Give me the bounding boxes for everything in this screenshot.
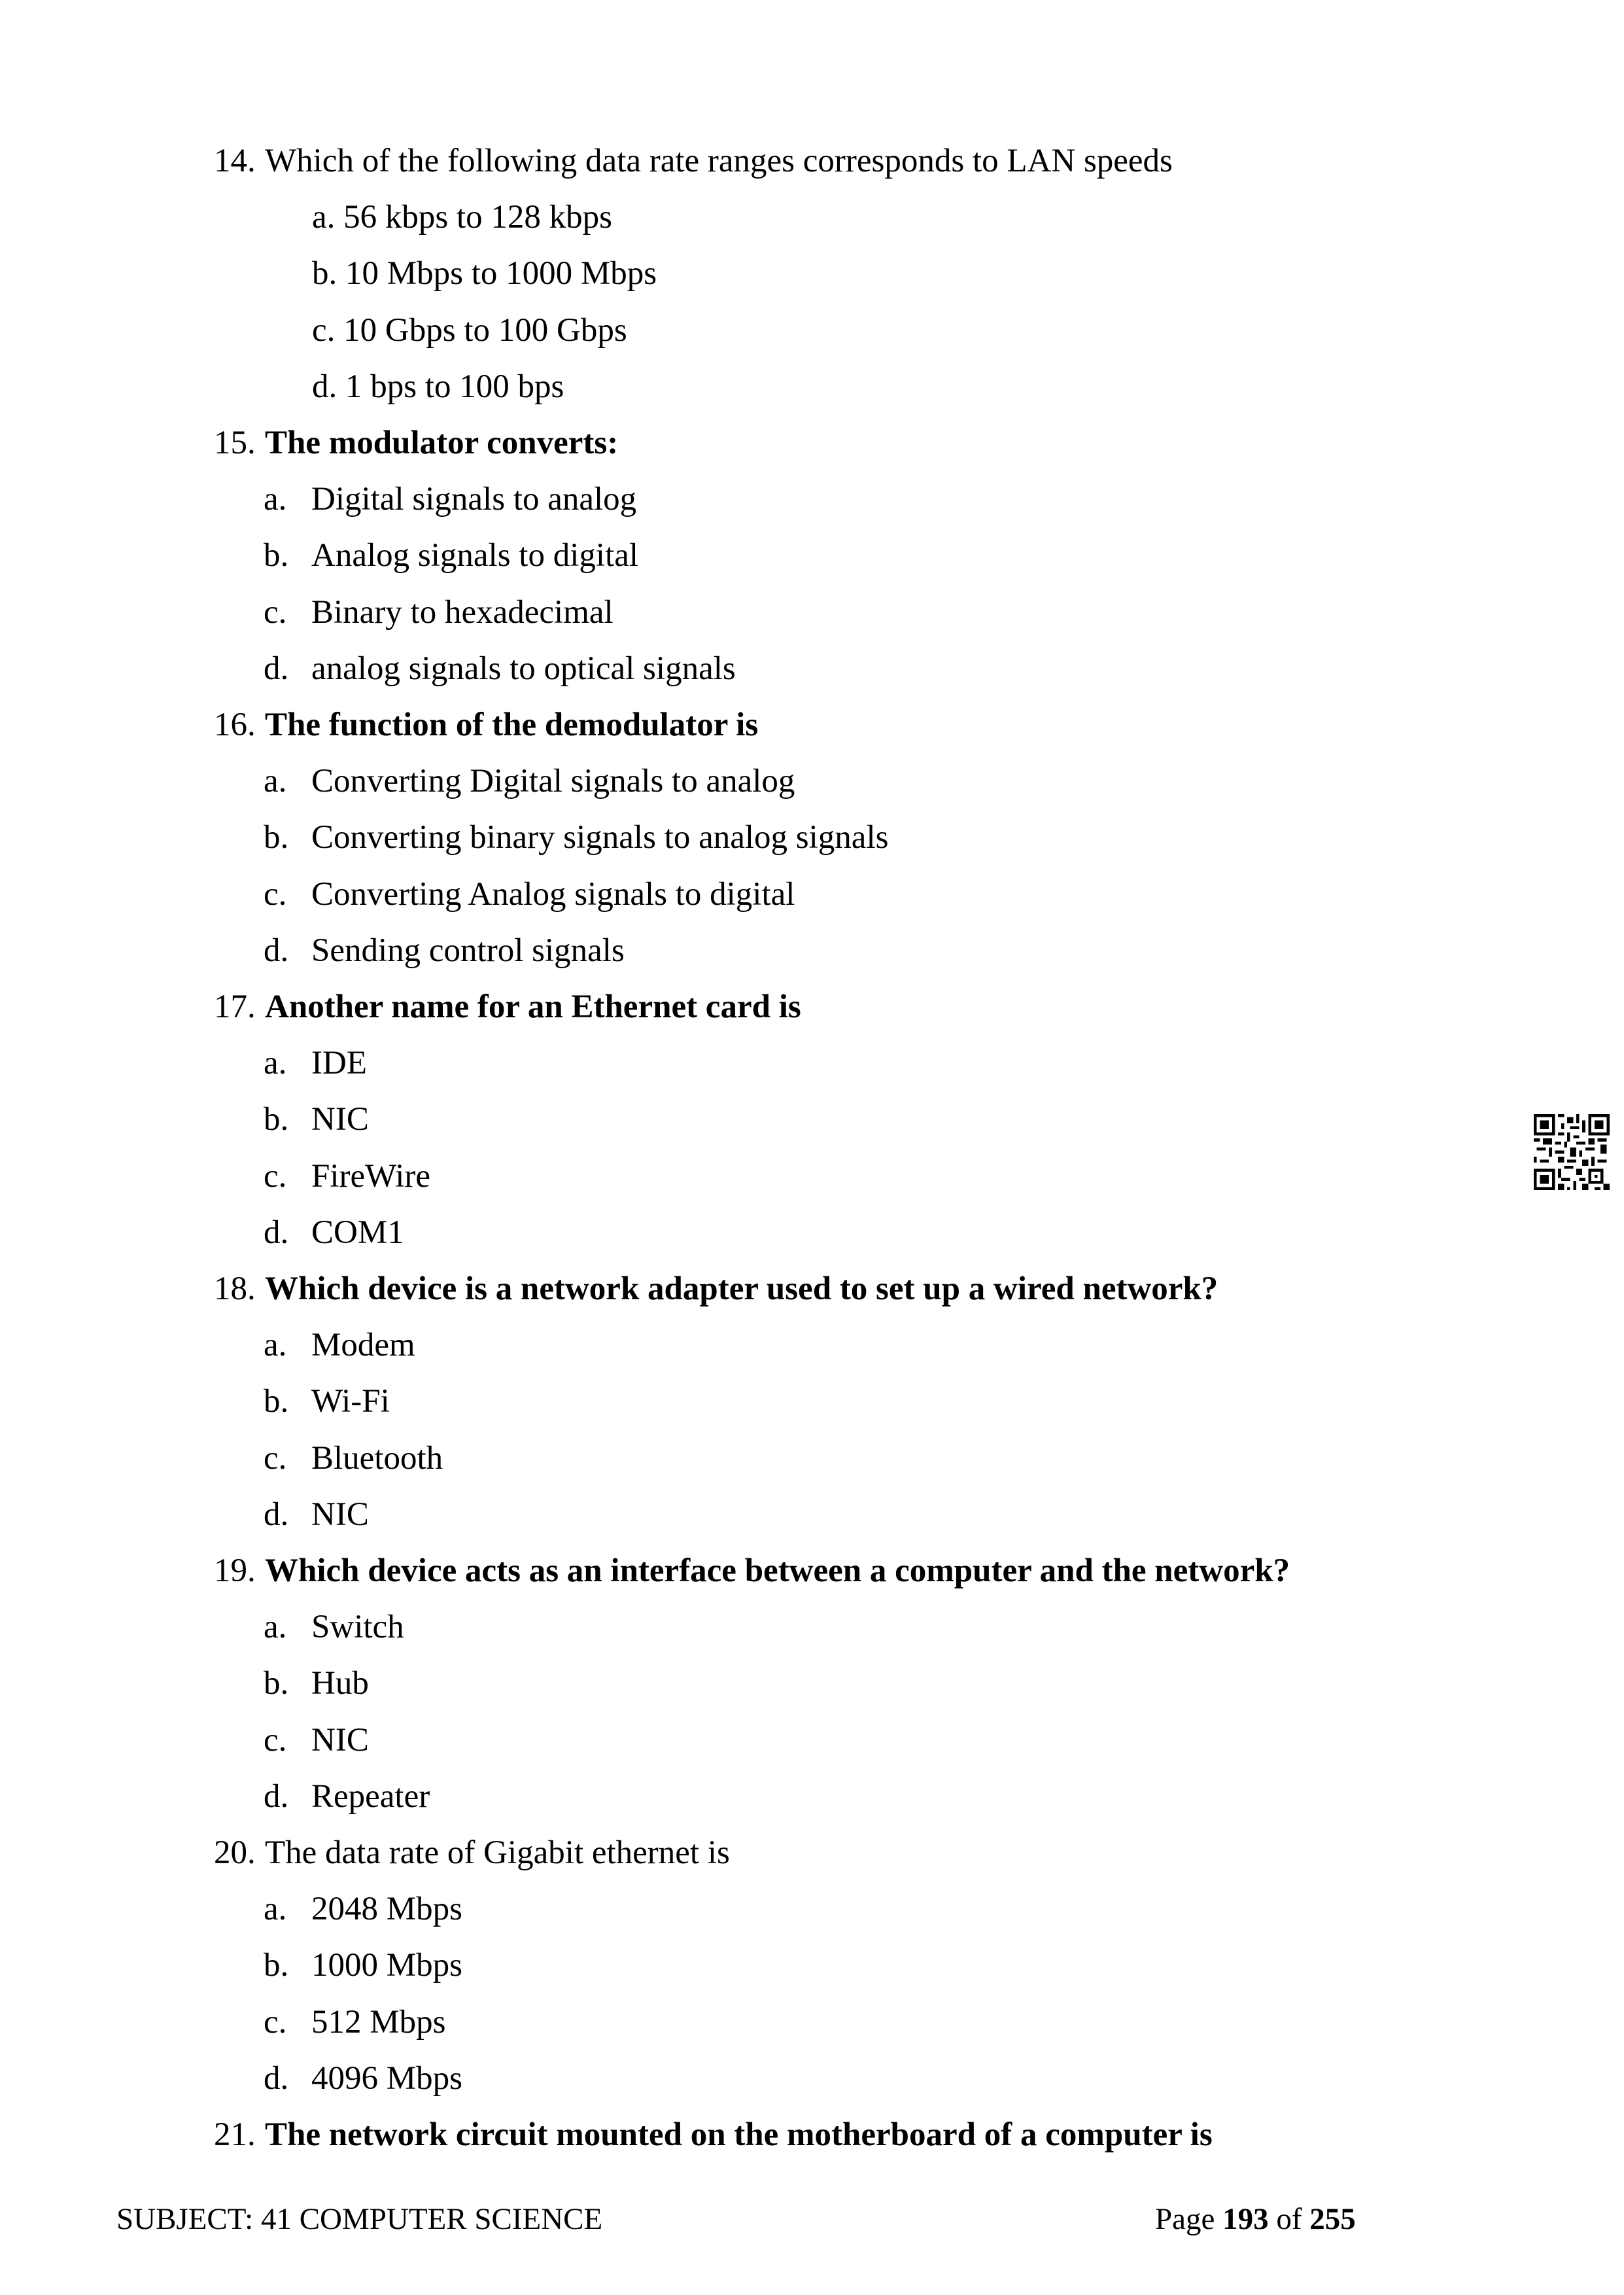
option-label: d.: [264, 2059, 289, 2097]
option-label: b.: [264, 1947, 289, 1984]
option-label: a.: [264, 1891, 287, 1928]
question-18: [214, 1268, 1218, 1310]
option-text: Converting Digital signals to analog: [311, 763, 795, 800]
option-text: analog signals to optical signals: [311, 650, 736, 687]
option-text: Analog signals to digital: [311, 537, 639, 574]
option-label: b.: [312, 255, 337, 292]
option-label: d.: [264, 932, 289, 969]
option-text: Sending control signals: [311, 932, 625, 969]
option-a: [312, 196, 612, 238]
option-c: [264, 2001, 446, 2043]
question-number: 19.: [214, 1552, 256, 1589]
question-14: [214, 140, 1173, 182]
question-19: [214, 1550, 1290, 1592]
option-label: b.: [264, 537, 289, 574]
option-a: [264, 760, 795, 802]
option-label: a.: [264, 1045, 287, 1082]
option-label: a.: [264, 481, 287, 518]
question-15: [214, 422, 619, 464]
question-text: Which device acts as an interface between a computer and the network?: [265, 1552, 1290, 1589]
option-b: [264, 1944, 462, 1986]
footer-page-of: of: [1276, 2202, 1302, 2236]
option-text: 56 kbps to 128 kbps: [343, 199, 613, 236]
option-a: [264, 1888, 462, 1930]
option-b: [264, 1380, 390, 1422]
footer-page-prefix: Page: [1155, 2202, 1215, 2236]
question-number: 14.: [214, 143, 256, 179]
question-number: 15.: [214, 425, 256, 461]
option-text: Binary to hexadecimal: [311, 593, 613, 631]
option-label: a.: [264, 1609, 287, 1646]
question-text: The data rate of Gigabit ethernet is: [265, 1834, 730, 1871]
option-text: 4096 Mbps: [311, 2059, 462, 2097]
option-label: d.: [264, 1496, 289, 1533]
option-d: [264, 1212, 404, 1253]
question-20: [214, 1832, 730, 1874]
question-17: [214, 986, 801, 1028]
question-text: Which device is a network adapter used to set up a wired network?: [265, 1270, 1218, 1307]
option-text: 1 bps to 100 bps: [345, 368, 564, 405]
option-a: [264, 478, 637, 520]
option-c: [264, 1719, 369, 1761]
option-text: Wi-Fi: [311, 1383, 390, 1420]
question-text: Another name for an Ethernet card is: [265, 989, 801, 1025]
option-a: [264, 1042, 367, 1084]
option-d: [264, 648, 736, 690]
option-label: c.: [264, 1157, 287, 1195]
option-text: Modem: [311, 1327, 415, 1364]
option-d: [264, 1494, 369, 1535]
option-text: 10 Gbps to 100 Gbps: [343, 311, 627, 349]
question-21: [214, 2114, 1213, 2156]
footer-page-number: [1155, 2198, 1356, 2240]
option-b: [312, 253, 657, 294]
question-text: Which of the following data rate ranges corresponds to LAN speeds: [265, 143, 1173, 179]
option-c: [312, 309, 627, 351]
option-label: c.: [312, 311, 336, 349]
option-label: d.: [264, 1214, 289, 1251]
option-text: Bluetooth: [311, 1439, 443, 1477]
footer-page-current: 193: [1222, 2202, 1269, 2236]
question-text: The network circuit mounted on the motherboard of a computer is: [265, 2116, 1213, 2153]
option-b: [264, 816, 889, 858]
option-text: 512 Mbps: [311, 2003, 446, 2041]
question-number: 16.: [214, 707, 256, 743]
option-label: c.: [264, 1721, 287, 1759]
footer-page-total: 255: [1309, 2202, 1356, 2236]
option-label: d.: [264, 650, 289, 687]
option-label: b.: [264, 1383, 289, 1420]
option-d: [312, 366, 564, 408]
question-number: 18.: [214, 1270, 256, 1307]
option-c: [264, 1155, 431, 1197]
option-label: b.: [264, 1101, 289, 1138]
option-label: d.: [264, 1778, 289, 1815]
option-c: [264, 873, 795, 915]
option-text: 1000 Mbps: [311, 1947, 462, 1984]
option-b: [264, 1098, 369, 1140]
option-label: a.: [264, 763, 287, 800]
option-label: c.: [264, 593, 287, 631]
option-label: a.: [264, 1327, 287, 1364]
option-b: [264, 534, 639, 576]
option-text: Converting binary signals to analog signals: [311, 819, 889, 856]
option-label: a.: [312, 199, 336, 236]
option-text: Hub: [311, 1665, 369, 1702]
option-text: Converting Analog signals to digital: [311, 875, 795, 913]
qr-code-icon: [1534, 1114, 1610, 1190]
question-number: 21.: [214, 2116, 256, 2153]
option-d: [264, 930, 625, 972]
option-label: c.: [264, 1439, 287, 1477]
option-label: b.: [264, 1665, 289, 1702]
option-d: [264, 1776, 430, 1817]
option-text: NIC: [311, 1101, 369, 1138]
option-text: NIC: [311, 1721, 369, 1759]
option-label: c.: [264, 2003, 287, 2041]
option-text: Digital signals to analog: [311, 481, 637, 518]
option-text: IDE: [311, 1045, 367, 1082]
option-label: b.: [264, 819, 289, 856]
option-text: 2048 Mbps: [311, 1891, 462, 1928]
option-label: d.: [312, 368, 337, 405]
option-text: 10 Mbps to 1000 Mbps: [345, 255, 657, 292]
option-text: Repeater: [311, 1778, 430, 1815]
option-text: Switch: [311, 1609, 404, 1646]
question-16: [214, 704, 759, 746]
option-c: [264, 591, 613, 633]
option-text: FireWire: [311, 1157, 431, 1195]
option-b: [264, 1662, 369, 1704]
question-number: 20.: [214, 1834, 256, 1871]
question-number: 17.: [214, 989, 256, 1025]
option-label: c.: [264, 875, 287, 913]
option-text: COM1: [311, 1214, 404, 1251]
question-text: The modulator converts:: [265, 425, 619, 461]
option-text: NIC: [311, 1496, 369, 1533]
option-a: [264, 1324, 415, 1366]
footer-subject: SUBJECT: 41 COMPUTER SCIENCE: [116, 2202, 603, 2236]
option-c: [264, 1437, 443, 1479]
question-text: The function of the demodulator is: [265, 707, 759, 743]
option-d: [264, 2058, 462, 2099]
option-a: [264, 1606, 404, 1648]
